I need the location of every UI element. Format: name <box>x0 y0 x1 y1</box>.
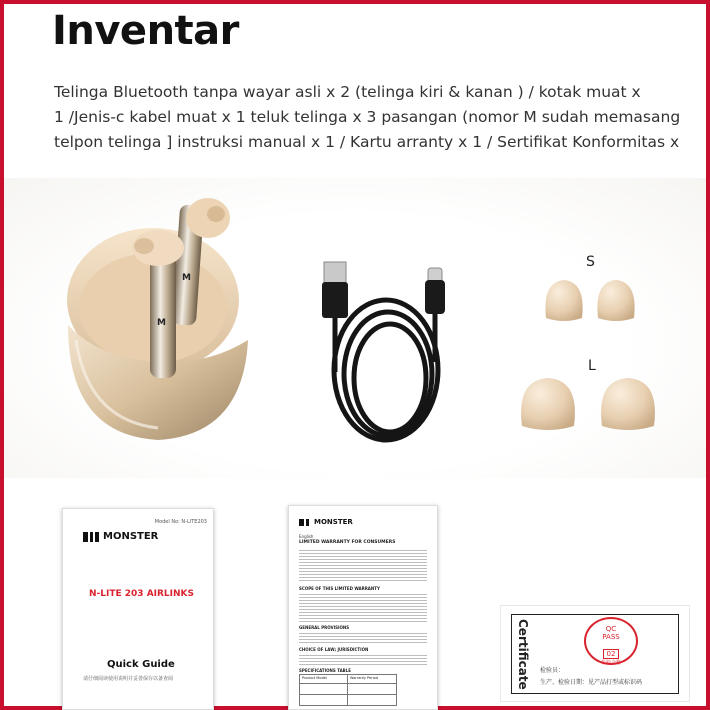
guide-subtitle: 请仔细阅读使用说明并妥善保存以备查阅 <box>83 676 174 682</box>
warranty-leaflet <box>288 505 438 710</box>
section-heading: SPECIFICATIONS TABLE <box>299 668 351 673</box>
guide-heading: Quick Guide <box>107 659 175 670</box>
spec-col-header: Warranty Period <box>350 676 379 680</box>
section-heading: SCOPE OF THIS LIMITED WARRANTY <box>299 586 380 591</box>
section-heading: CHOICE OF LAW; JURISDICTION <box>299 647 369 652</box>
stamp-number: 02 <box>603 649 620 659</box>
description-line: 1 /Jenis-c kabel muat x 1 teluk telinga x 3 pasangan (nomor M sudah memasang <box>54 108 681 126</box>
svg-text:M: M <box>157 318 166 328</box>
quick-guide-booklet <box>62 508 214 710</box>
model-number: Model No: N-LITE203 <box>154 519 207 525</box>
warranty-heading: LIMITED WARRANTY FOR CONSUMERS <box>299 540 396 545</box>
eartip-size-small-label: S <box>586 254 595 270</box>
fine-print-block <box>299 592 427 622</box>
eartip-size-large-label: L <box>588 358 596 374</box>
fine-print-block <box>299 631 427 645</box>
production-date-line: 生产、检验日期：见产品打型或标识码 <box>540 679 643 686</box>
product-name: N-LITE 203 AIRLINKS <box>89 589 195 599</box>
section-heading: GENERAL PROVISIONS <box>299 625 350 630</box>
brand-name: MONSTER <box>314 518 353 526</box>
certificate-card <box>500 605 690 702</box>
brand-logo <box>83 531 158 542</box>
page-title: Inventar <box>52 8 239 54</box>
inspector-line: 检验员： <box>540 667 565 674</box>
svg-text:M: M <box>182 273 191 283</box>
stamp-pass: PASS <box>602 633 620 641</box>
description-line: telpon telinga ] instruksi manual x 1 / Kartu arranty x 1 / Sertifikat Konformitas x <box>54 133 680 151</box>
inventory-description <box>54 80 694 155</box>
brand-name: MONSTER <box>103 531 159 542</box>
fine-print-block <box>299 653 427 665</box>
brand-logo <box>299 518 353 526</box>
small-eartips-image <box>540 272 650 332</box>
monster-logo-icon <box>299 519 310 526</box>
monster-logo-icon <box>83 532 99 542</box>
stamp-qc: QC <box>605 625 617 633</box>
large-eartips-image <box>516 374 666 438</box>
qc-pass-stamp <box>584 617 638 665</box>
description-line: Telinga Bluetooth tanpa wayar asli x 2 (telinga kiri & kanan ) / kotak muat x <box>54 83 641 101</box>
certificate-word: Certificate <box>516 619 530 690</box>
spec-table <box>299 674 397 706</box>
certificate-border <box>511 614 679 694</box>
language-label: English <box>299 534 314 539</box>
usb-c-cable-image <box>308 252 468 452</box>
earbuds-case-image <box>58 190 268 460</box>
fine-print-block <box>299 548 427 582</box>
spec-col-header: Product Model <box>302 676 327 680</box>
stamp-cn: 检验合格 <box>600 660 621 666</box>
